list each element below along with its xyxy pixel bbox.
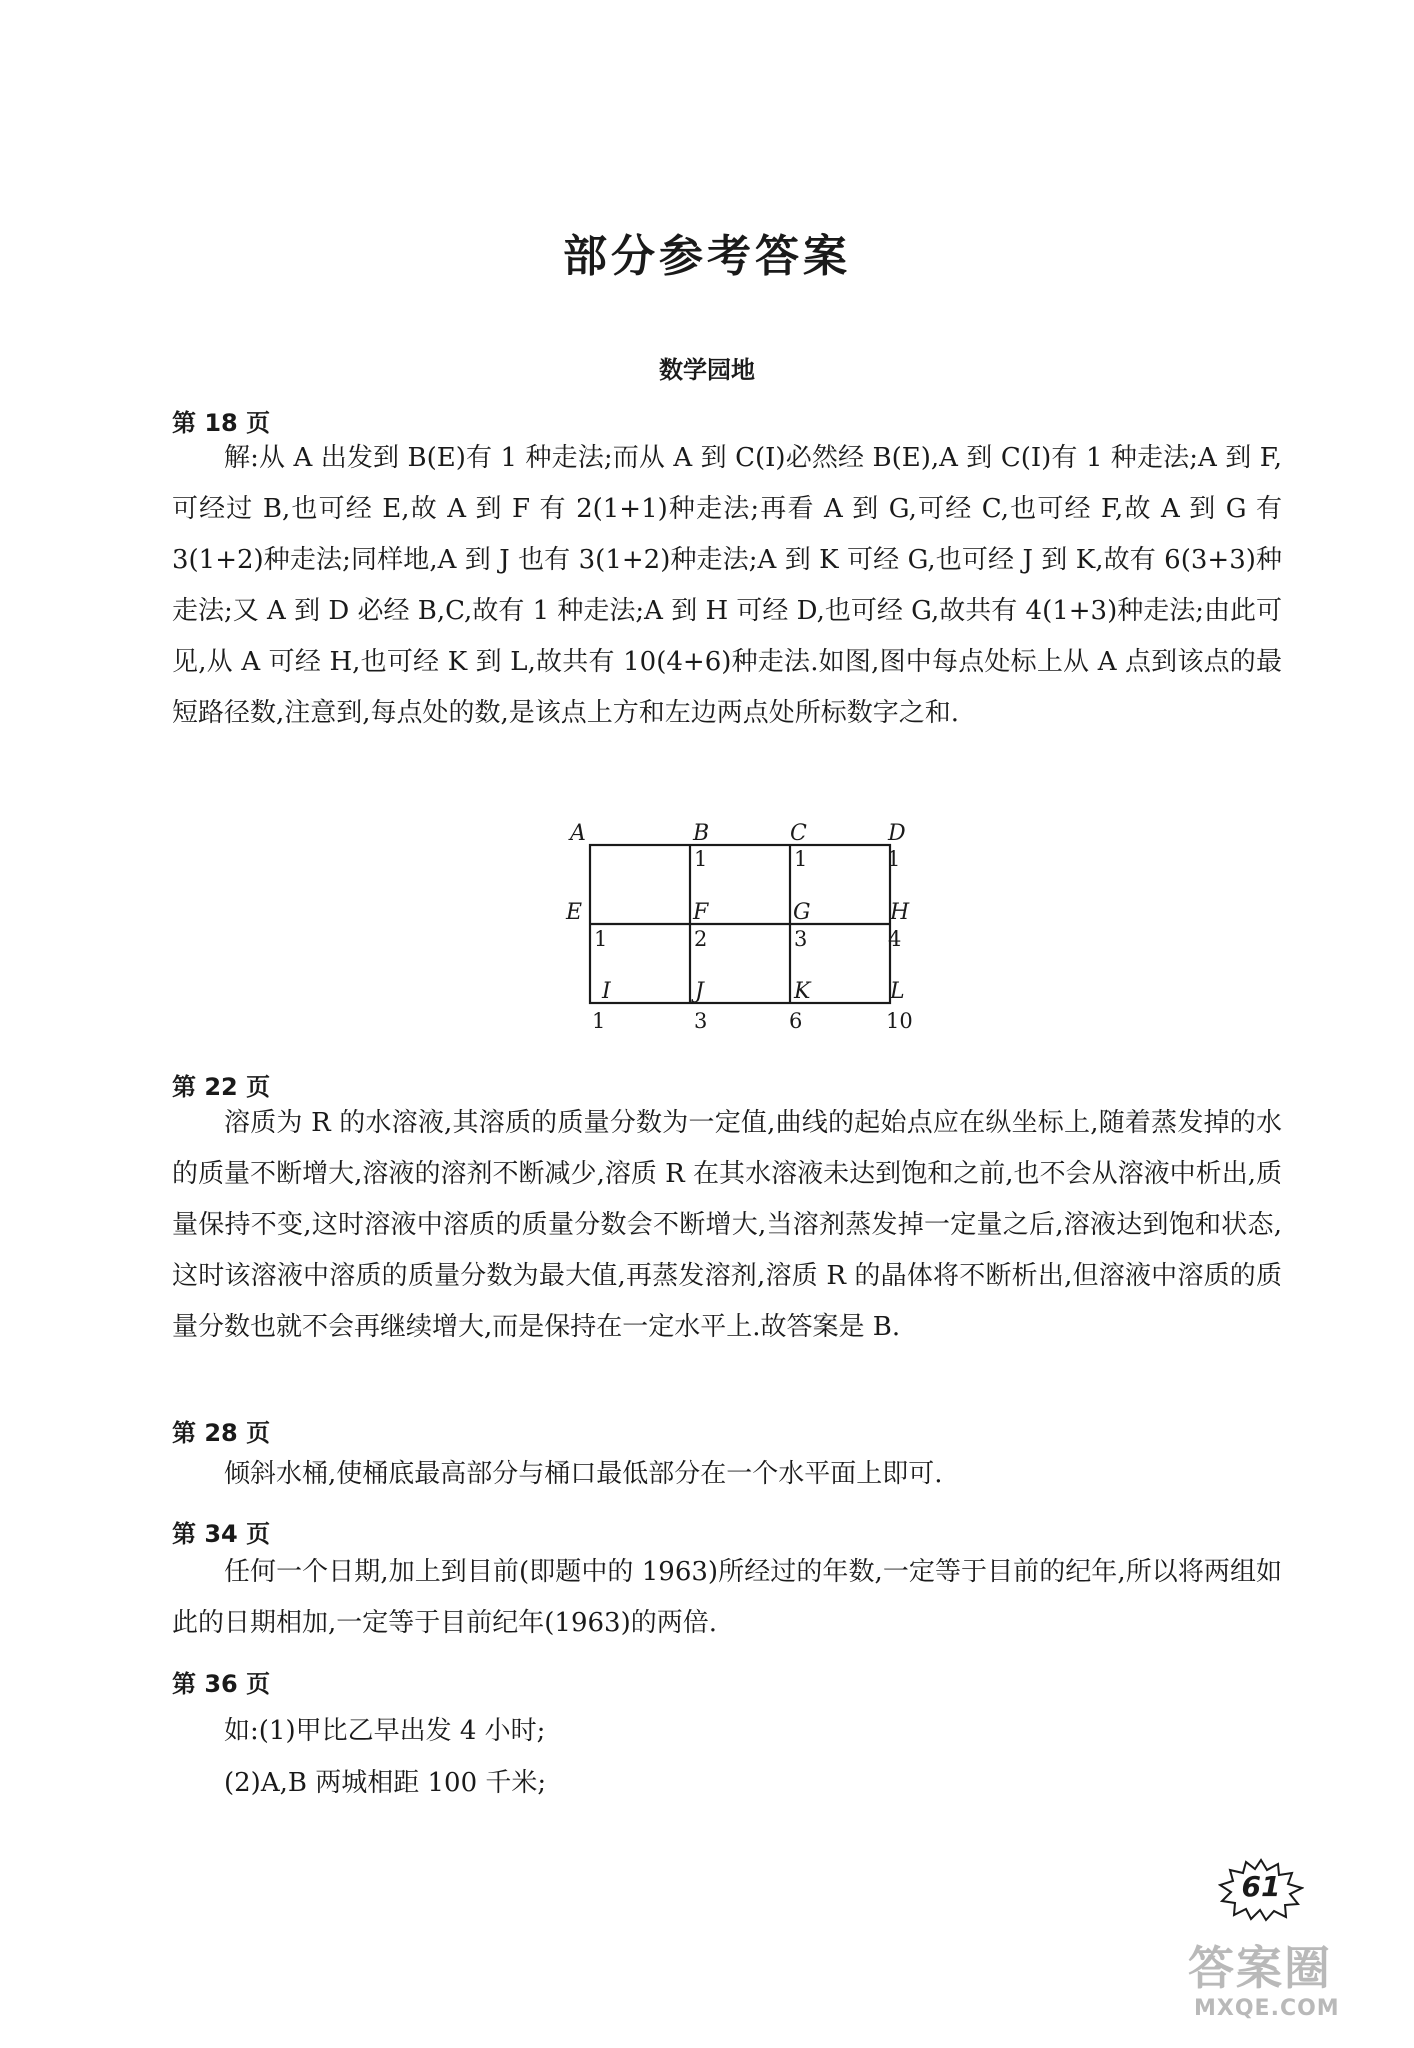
answer-paragraph-p22: 溶质为 R 的水溶液,其溶质的质量分数为一定值,曲线的起始点应在纵坐标上,随着蒸发掉的水的质量不断增大,溶液的溶剂不断减少,溶质 R 在其水溶液未达到饱和之前,也不会从溶液中析出,质量保持不变,这时溶液中溶质的质量分数会不断增大,当溶剂蒸发掉一定量之后,溶液达到饱和状态,这时该溶液中溶质的质量分数为最大值,再蒸发溶剂,溶质 R 的晶体将不断析出,但溶液中溶质的质量分数也就不会再继续增大,而是保持在一定水平上.故答案是 B.	[172, 1108, 1282, 1342]
grid-count-j: 3	[694, 1009, 708, 1033]
section-heading-p18: 第 18 页	[172, 409, 271, 437]
path-grid-diagram	[560, 815, 940, 1045]
grid-label-i: I	[602, 979, 611, 1004]
grid-label-h: H	[890, 900, 910, 925]
grid-label-g: G	[793, 900, 811, 925]
section-title: 数学园地	[659, 356, 755, 384]
grid-count-g: 3	[794, 927, 808, 951]
watermark-logo	[1182, 1930, 1382, 2036]
grid-count-f: 2	[694, 927, 708, 951]
page-title: 部分参考答案	[563, 231, 851, 282]
answer-paragraph-p34: 任何一个日期,加上到目前(即题中的 1963)所经过的年数,一定等于目前的纪年,所以将两组如此的日期相加,一定等于目前纪年(1963)的两倍.	[172, 1557, 1282, 1638]
grid-count-b: 1	[694, 847, 708, 871]
grid-lines	[560, 815, 940, 1045]
grid-label-b: B	[693, 821, 710, 846]
grid-count-e: 1	[594, 927, 608, 951]
page-number-badge	[1218, 1858, 1304, 1922]
grid-label-a: A	[570, 821, 586, 846]
grid-label-c: C	[790, 821, 807, 846]
answer-paragraph-p18: 解:从 A 出发到 B(E)有 1 种走法;而从 A 到 C(I)必然经 B(E),A 到 C(I)有 1 种走法;A 到 F,可经过 B,也可经 E,故 A 到 F 有 2(1+1)种走法;再看 A 到 G,可经 C,也可经 F,故 A 到 G 有 3(1+2)种走法;同样地,A 到 J 也有 3(1+2)种走法;A 到 K 可经 G,也可经 J 到 K,故有 6(3+3)种走法;又 A 到 D 必经 B,C,故有 1 种走法;A 到 H 可经 D,也可经 G,故共有 4(1+3)种走法;由此可见,从 A 可经 H,也可经 K 到 L,故共有 10(4+6)种走法.如图,图中每点处标上从 A 点到该点的最短路径数,注意到,每点处的数,是该点上方和左边两点处所标数字之和.	[172, 443, 1282, 728]
grid-count-k: 6	[789, 1009, 803, 1033]
answer-line-1: 如:(1)甲比乙早出发 4 小时;	[224, 1716, 546, 1746]
grid-label-e: E	[566, 900, 583, 925]
watermark-url: MXQE.COM	[1194, 1996, 1340, 2021]
grid-count-h: 4	[888, 927, 902, 951]
grid-count-d: 1	[887, 847, 901, 871]
grid-count-c: 1	[794, 847, 808, 871]
grid-count-l: 10	[886, 1009, 913, 1033]
section-heading-p28: 第 28 页	[172, 1419, 271, 1447]
grid-label-k: K	[794, 979, 811, 1004]
grid-label-l: L	[890, 979, 905, 1004]
page-number: 61	[1241, 1870, 1281, 1903]
section-heading-p34: 第 34 页	[172, 1520, 271, 1548]
answer-line-2: (2)A,B 两城相距 100 千米;	[224, 1768, 547, 1798]
section-heading-p22: 第 22 页	[172, 1073, 271, 1101]
grid-count-i: 1	[592, 1009, 606, 1033]
grid-label-d: D	[888, 821, 906, 846]
section-heading-p36: 第 36 页	[172, 1670, 271, 1698]
grid-label-j: J	[695, 979, 704, 1004]
answer-paragraph-p28: 倾斜水桶,使桶底最高部分与桶口最低部分在一个水平面上即可.	[224, 1459, 943, 1489]
grid-label-f: F	[693, 900, 709, 925]
watermark-text: 答案圈	[1188, 1941, 1332, 1995]
